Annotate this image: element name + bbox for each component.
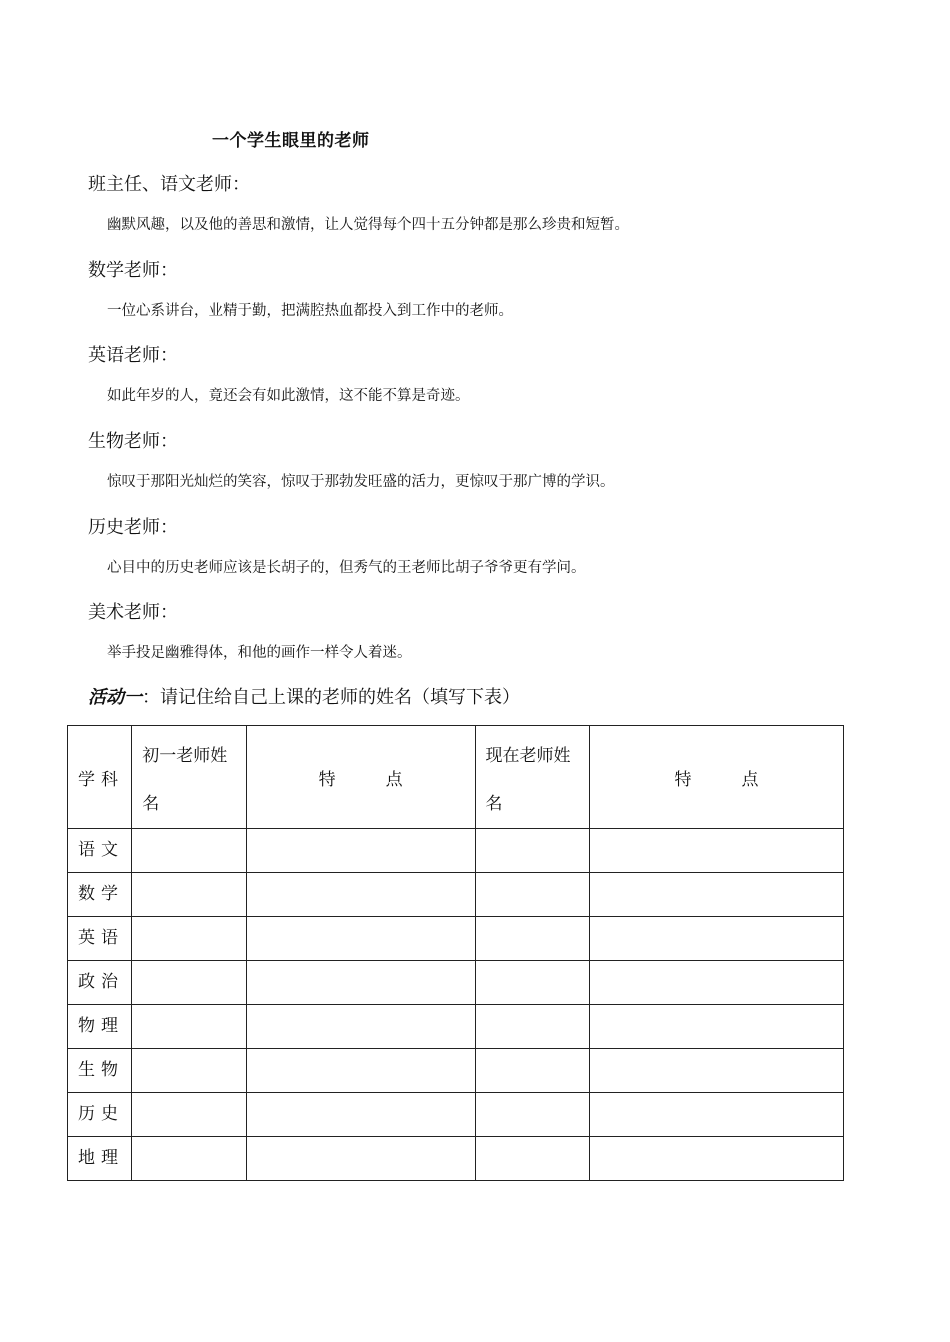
subject-cell: 物理 bbox=[68, 1005, 132, 1049]
subject-cell: 生物 bbox=[68, 1049, 132, 1093]
grade1-name-cell[interactable] bbox=[132, 829, 246, 873]
grade1-feature-cell[interactable] bbox=[246, 873, 475, 917]
current-feature-cell[interactable] bbox=[589, 1005, 843, 1049]
teacher-description-math: 一位心系讲台，业精于勤，把满腔热血都投入到工作中的老师。 bbox=[107, 303, 513, 319]
header-feature-2-b: 点 bbox=[741, 769, 759, 790]
current-feature-cell[interactable] bbox=[589, 917, 843, 961]
activity-label: 活动一 bbox=[88, 687, 142, 708]
table-row bbox=[68, 873, 844, 917]
teacher-heading-art: 美术老师： bbox=[88, 602, 178, 623]
subject-cell: 数学 bbox=[68, 873, 132, 917]
teacher-description-art: 举手投足幽雅得体，和他的画作一样令人着迷。 bbox=[107, 645, 412, 661]
teacher-description-english: 如此年岁的人，竟还会有如此激情，这不能不算是奇迹。 bbox=[107, 388, 470, 404]
grade1-feature-cell[interactable] bbox=[246, 829, 475, 873]
current-name-cell[interactable] bbox=[475, 873, 589, 917]
grade1-feature-cell[interactable] bbox=[246, 1049, 475, 1093]
teacher-description-biology: 惊叹于那阳光灿烂的笑容，惊叹于那勃发旺盛的活力，更惊叹于那广博的学识。 bbox=[107, 474, 615, 490]
header-feature-1 bbox=[246, 726, 475, 829]
header-feature-1-a: 特 bbox=[318, 769, 336, 790]
grade1-name-cell[interactable] bbox=[132, 961, 246, 1005]
current-feature-cell[interactable] bbox=[589, 829, 843, 873]
current-name-cell[interactable] bbox=[475, 1093, 589, 1137]
subject-cell: 语文 bbox=[68, 829, 132, 873]
current-name-cell[interactable] bbox=[475, 829, 589, 873]
grade1-name-cell[interactable] bbox=[132, 873, 246, 917]
table-row bbox=[68, 829, 844, 873]
grade1-feature-cell[interactable] bbox=[246, 917, 475, 961]
grade1-feature-cell[interactable] bbox=[246, 1093, 475, 1137]
table-row bbox=[68, 1093, 844, 1137]
teacher-heading-english: 英语老师： bbox=[88, 345, 178, 366]
grade1-feature-cell[interactable] bbox=[246, 1137, 475, 1181]
header-grade1-name-line2: 名 bbox=[142, 794, 160, 814]
grade1-feature-cell[interactable] bbox=[246, 961, 475, 1005]
header-current-name-line2: 名 bbox=[485, 794, 503, 814]
teacher-description-history: 心目中的历史老师应该是长胡子的，但秀气的王老师比胡子爷爷更有学问。 bbox=[107, 560, 586, 576]
header-subject: 学科 bbox=[68, 726, 132, 829]
grade1-name-cell[interactable] bbox=[132, 1093, 246, 1137]
teacher-description-homeroom: 幽默风趣，以及他的善思和激情，让人觉得每个四十五分钟都是那么珍贵和短暂。 bbox=[107, 217, 629, 233]
grade1-name-cell[interactable] bbox=[132, 1049, 246, 1093]
subject-cell: 英语 bbox=[68, 917, 132, 961]
grade1-feature-cell[interactable] bbox=[246, 1005, 475, 1049]
current-name-cell[interactable] bbox=[475, 1137, 589, 1181]
current-name-cell[interactable] bbox=[475, 917, 589, 961]
teacher-heading-math: 数学老师： bbox=[88, 260, 178, 281]
current-feature-cell[interactable] bbox=[589, 1137, 843, 1181]
current-name-cell[interactable] bbox=[475, 961, 589, 1005]
subject-cell: 政治 bbox=[68, 961, 132, 1005]
header-grade1-teacher-name bbox=[132, 726, 246, 829]
activity-text: ：请记住给自己上课的老师的姓名（填写下表） bbox=[142, 687, 520, 708]
table-header-row bbox=[68, 726, 844, 829]
grade1-name-cell[interactable] bbox=[132, 917, 246, 961]
header-current-name-line1: 现在老师姓 bbox=[485, 746, 571, 766]
header-feature-1-b: 点 bbox=[385, 769, 403, 790]
subject-cell: 地理 bbox=[68, 1137, 132, 1181]
activity-instruction bbox=[88, 683, 520, 709]
document-title: 一个学生眼里的老师 bbox=[212, 131, 370, 151]
table-row bbox=[68, 961, 844, 1005]
teacher-heading-biology: 生物老师： bbox=[88, 431, 178, 452]
table-row bbox=[68, 1137, 844, 1181]
current-feature-cell[interactable] bbox=[589, 961, 843, 1005]
grade1-name-cell[interactable] bbox=[132, 1137, 246, 1181]
table-row bbox=[68, 1049, 844, 1093]
subject-cell: 历史 bbox=[68, 1093, 132, 1137]
teacher-name-table bbox=[67, 725, 844, 1181]
teacher-heading-homeroom: 班主任、语文老师： bbox=[88, 174, 250, 195]
header-feature-2-a: 特 bbox=[674, 769, 692, 790]
table-row bbox=[68, 917, 844, 961]
table-body bbox=[68, 829, 844, 1181]
grade1-name-cell[interactable] bbox=[132, 1005, 246, 1049]
current-name-cell[interactable] bbox=[475, 1049, 589, 1093]
header-feature-2 bbox=[589, 726, 843, 829]
current-name-cell[interactable] bbox=[475, 1005, 589, 1049]
current-feature-cell[interactable] bbox=[589, 1049, 843, 1093]
table-row bbox=[68, 1005, 844, 1049]
header-grade1-name-line1: 初一老师姓 bbox=[142, 746, 228, 766]
teacher-heading-history: 历史老师： bbox=[88, 517, 178, 538]
current-feature-cell[interactable] bbox=[589, 1093, 843, 1137]
header-current-teacher-name bbox=[475, 726, 589, 829]
current-feature-cell[interactable] bbox=[589, 873, 843, 917]
